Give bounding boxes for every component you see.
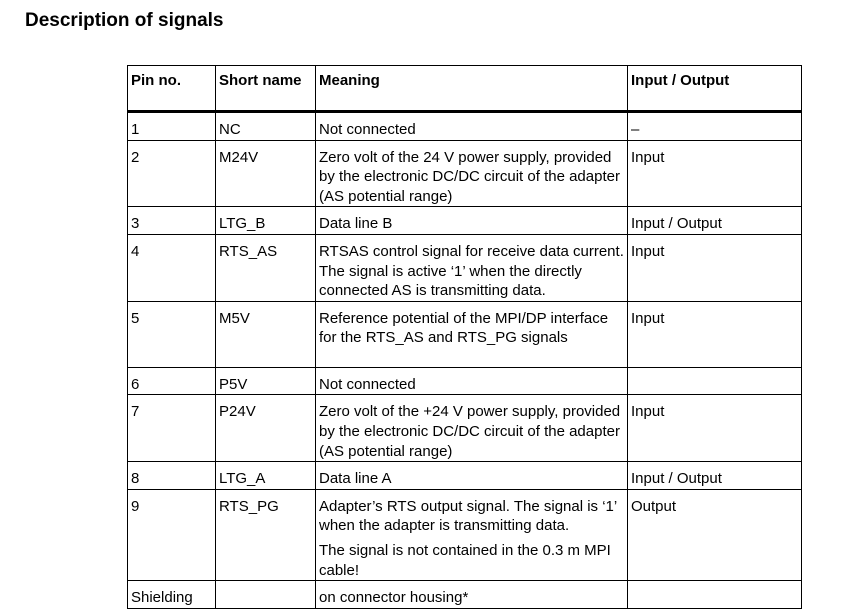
header-row bbox=[128, 66, 802, 112]
pin-number-cell: 6 bbox=[128, 367, 216, 395]
meaning-text: Not connected bbox=[319, 121, 416, 138]
input-output-cell bbox=[628, 367, 802, 395]
meaning-cell bbox=[316, 112, 628, 141]
input-output-cell: Output bbox=[628, 489, 802, 580]
table-row bbox=[128, 234, 802, 301]
header-meaning: Meaning bbox=[316, 66, 628, 112]
input-output-cell: Input bbox=[628, 140, 802, 207]
short-name-cell: P24V bbox=[216, 395, 316, 462]
input-output-cell: Input / Output bbox=[628, 207, 802, 235]
meaning-text: Data line B bbox=[319, 215, 393, 233]
table-row bbox=[128, 207, 802, 235]
meaning-cell bbox=[316, 207, 628, 235]
short-name-cell: LTG_A bbox=[216, 462, 316, 490]
meaning-cell bbox=[316, 140, 628, 207]
table-row bbox=[128, 140, 802, 207]
pin-number-cell: 5 bbox=[128, 301, 216, 367]
table-row bbox=[128, 367, 802, 395]
pin-number-cell: 3 bbox=[128, 207, 216, 235]
table-row bbox=[128, 489, 802, 580]
short-name-cell: P5V bbox=[216, 367, 316, 395]
short-name-cell bbox=[216, 581, 316, 609]
pin-number-cell: 1 bbox=[128, 112, 216, 141]
meaning-text: Zero volt of the 24 V power supply, provided by the electronic DC/DC circuit of the adapter (AS potential range) bbox=[319, 148, 620, 205]
meaning-cell bbox=[316, 581, 628, 609]
pin-number-cell: 4 bbox=[128, 234, 216, 301]
page-title: Description of signals bbox=[25, 10, 224, 31]
meaning-text: Not connected bbox=[319, 375, 416, 393]
table-row bbox=[128, 462, 802, 490]
pin-number-cell: 2 bbox=[128, 140, 216, 207]
pin-number-cell: 7 bbox=[128, 395, 216, 462]
table-header bbox=[128, 66, 802, 112]
input-output-cell: – bbox=[628, 112, 802, 141]
short-name-cell: LTG_B bbox=[216, 207, 316, 235]
input-output-cell: Input bbox=[628, 395, 802, 462]
meaning-text: Adapter’s RTS output signal. The signal is ‘1’ when the adapter is transmitting data. bbox=[319, 497, 617, 535]
signals-table bbox=[127, 65, 802, 609]
table-row bbox=[128, 301, 802, 367]
table-row bbox=[128, 112, 802, 141]
meaning-cell bbox=[316, 395, 628, 462]
short-name-cell: RTS_AS bbox=[216, 234, 316, 301]
header-short-name: Short name bbox=[216, 66, 316, 112]
meaning-text: RTSAS control signal for receive data current. The signal is active ‘1’ when the directly connected AS is transmitting data. bbox=[319, 242, 624, 300]
header-pin-no: Pin no. bbox=[128, 66, 216, 112]
meaning-text: on connector housing* bbox=[319, 589, 469, 607]
meaning-cell bbox=[316, 301, 628, 367]
meaning-text: Zero volt of the +24 V power supply, provided by the electronic DC/DC circuit of the adapter (AS potential range) bbox=[319, 403, 621, 460]
short-name-cell: M24V bbox=[216, 140, 316, 207]
short-name-cell: NC bbox=[216, 112, 316, 141]
pin-number-cell: Shielding bbox=[128, 581, 216, 609]
meaning-text: Reference potential of the MPI/DP interface for the RTS_AS and RTS_PG signals bbox=[319, 309, 609, 347]
input-output-cell: Input bbox=[628, 301, 802, 367]
meaning-text: Data line A bbox=[319, 470, 392, 488]
pin-number-cell: 9 bbox=[128, 489, 216, 580]
short-name-cell: M5V bbox=[216, 301, 316, 367]
meaning-cell bbox=[316, 462, 628, 490]
input-output-cell bbox=[628, 581, 802, 609]
meaning-cell bbox=[316, 367, 628, 395]
pin-number-cell: 8 bbox=[128, 462, 216, 490]
short-name-cell: RTS_PG bbox=[216, 489, 316, 580]
table-row bbox=[128, 581, 802, 609]
table-row bbox=[128, 395, 802, 462]
header-input-output: Input / Output bbox=[628, 66, 802, 112]
input-output-cell: Input bbox=[628, 234, 802, 301]
input-output-cell: Input / Output bbox=[628, 462, 802, 490]
meaning-cell bbox=[316, 489, 628, 580]
meaning-text: The signal is not contained in the 0.3 m MPI cable! bbox=[319, 541, 611, 579]
table-body bbox=[128, 112, 802, 609]
meaning-cell bbox=[316, 234, 628, 301]
